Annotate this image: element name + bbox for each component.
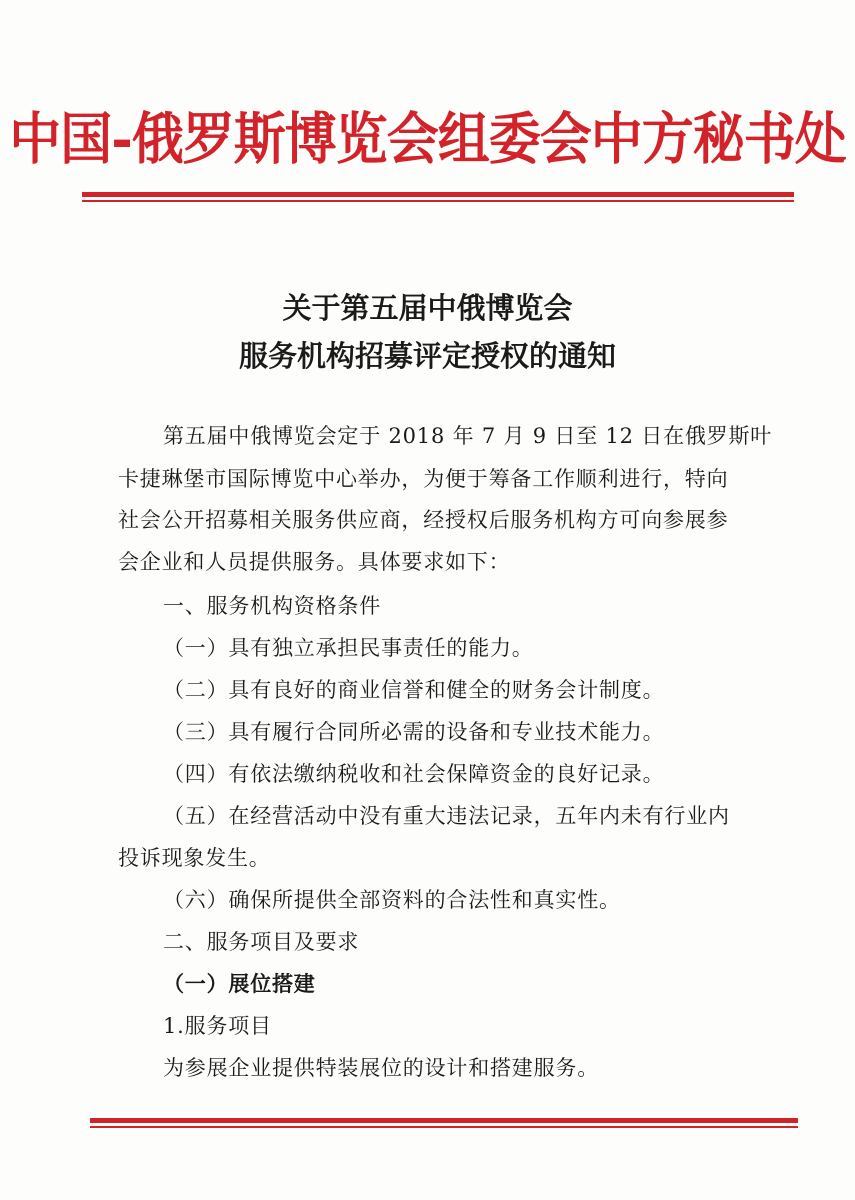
footer-rule-thick — [90, 1118, 798, 1123]
section-2-item-heading: 1.服务项目 — [163, 1014, 272, 1038]
notice-title-line-1: 关于第五届中俄博览会 — [282, 291, 573, 325]
footer-rule-thin — [90, 1126, 798, 1128]
intro-line-4: 会企业和人员提供服务。具体要求如下： — [118, 550, 511, 574]
section-2-item-text: 为参展企业提供特装展位的设计和搭建服务。 — [163, 1056, 599, 1080]
section-1-item-5-cont: 投诉现象发生。 — [118, 846, 271, 870]
section-1-heading: 一、服务机构资格条件 — [163, 594, 381, 618]
letterhead-red-rule — [82, 192, 794, 202]
section-1-item-3: （三）具有履行合同所必需的设备和专业技术能力。 — [163, 720, 665, 744]
intro-line-3: 社会公开招募相关服务供应商，经授权后服务机构方可向参展参 — [118, 508, 729, 532]
section-1-item-2: （二）具有良好的商业信誉和健全的财务会计制度。 — [163, 678, 665, 702]
section-2-heading: 二、服务项目及要求 — [163, 930, 360, 954]
intro-line-1: 第五届中俄博览会定于 2018 年 7 月 9 日至 12 日在俄罗斯叶 — [163, 424, 773, 448]
section-1-item-4: （四）有依法缴纳税收和社会保障资金的良好记录。 — [163, 762, 665, 786]
section-1-item-5: （五）在经营活动中没有重大违法记录，五年内未有行业内 — [163, 804, 730, 828]
red-rule-thin — [82, 200, 794, 202]
section-2-sub-1-heading: （一）展位搭建 — [163, 971, 316, 996]
intro-line-2: 卡捷琳堡市国际博览中心举办，为便于筹备工作顺利进行，特向 — [118, 467, 729, 491]
letterhead-title: 中国-俄罗斯博览会组委会中方秘书处 — [9, 106, 846, 173]
section-1-item-6: （六）确保所提供全部资料的合法性和真实性。 — [163, 888, 621, 912]
red-rule-thick — [82, 192, 794, 197]
section-1-item-1: （一）具有独立承担民事责任的能力。 — [163, 636, 534, 660]
footer-red-rule — [90, 1118, 798, 1128]
notice-title-line-2: 服务机构招募评定授权的通知 — [238, 339, 616, 373]
